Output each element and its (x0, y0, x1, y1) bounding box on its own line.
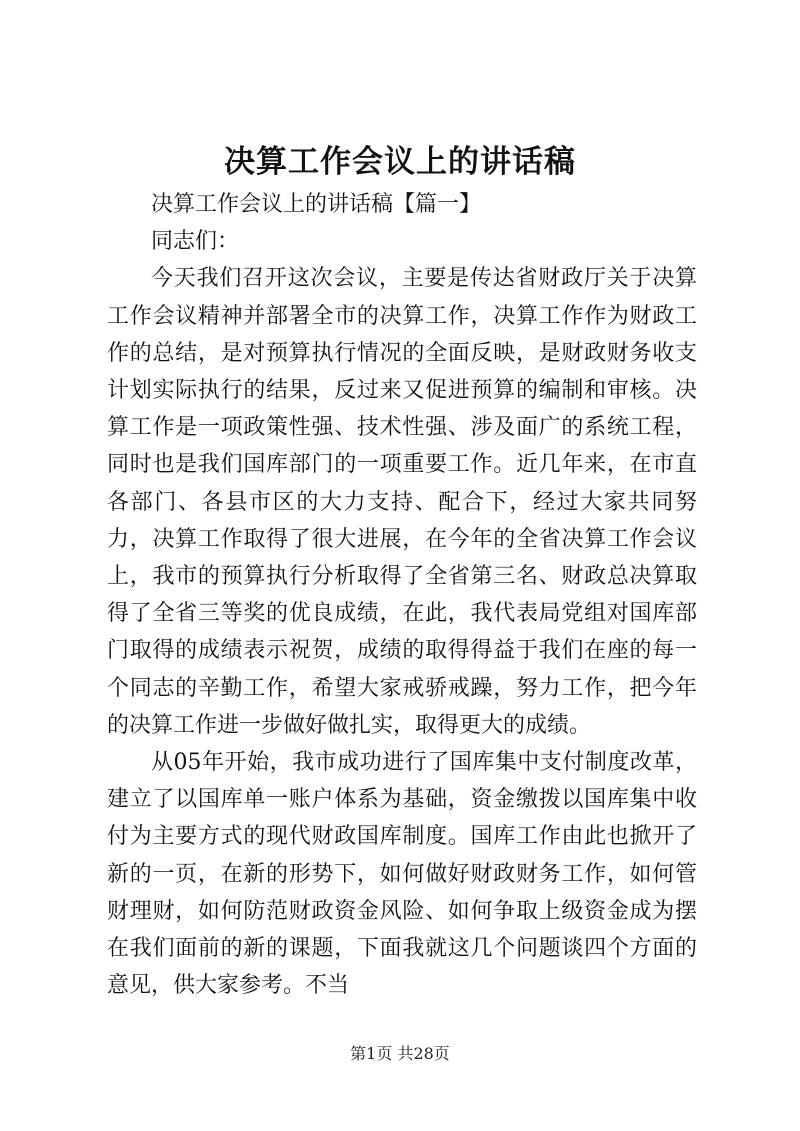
salutation: 同志们： (151, 229, 240, 255)
section-heading: 决算工作会议上的讲话稿【篇一】 (151, 192, 482, 217)
document-body (107, 186, 697, 1004)
body-paragraph-2: 从05年开始，我市成功进行了国库集中支付制度改革，建立了以国库单一账户体系为基础，资金缴拨以国库集中收付为主要方式的现代财政国库制度。国库工作由此也掀开了新的一页，在新的形势下，如何做好财政财务工作，如何管财理财，如何防范财政资金风险、如何争取上级资金成为摆在我们面前的新的课题，下面我就这几个问题谈四个方面的意见，供大家参考。不当 (107, 750, 697, 999)
page-footer: 第1页 共28页 (350, 1044, 450, 1063)
body-paragraph-1: 今天我们召开这次会议，主要是传达省财政厅关于决算工作会议精神并部署全市的决算工作，决算工作作为财政工作的总结，是对预算执行情况的全面反映，是财政财务收支计划实际执行的结果，反过来又促进预算的编制和审核。决算工作是一项政策性强、技术性强、涉及面广的系统工程，同时也是我们国库部门的一项重要工作。近几年来，在市直各部门、各县市区的大力支持、配合下，经过大家共同努力，决算工作取得了很大进展，在今年的全省决算工作会议上，我市的预算执行分析取得了全省第三名、财政总决算取得了全省三等奖的优良成绩，在此，我代表局党组对国库部门取得的成绩表示祝贺，成绩的取得得益于我们在座的每一个同志的辛勤工作，希望大家戒骄戒躁，努力工作，把今年的决算工作进一步做好做扎实，取得更大的成绩。 (107, 266, 697, 738)
document-title: 决算工作会议上的讲话稿 (224, 144, 576, 180)
